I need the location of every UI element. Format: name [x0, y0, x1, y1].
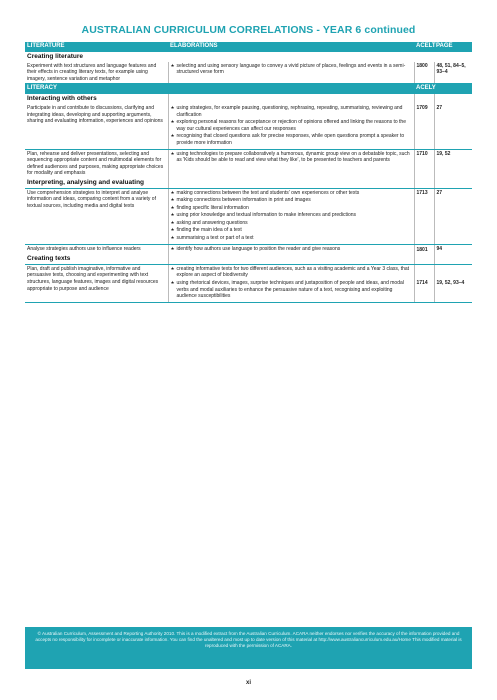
elaboration-item: ★ asking and answering questions: [171, 220, 412, 227]
header-literacy: LITERACY: [25, 84, 168, 95]
row-description: Experiment with text structures and language features and their effects in creating literary texts, for example using imagery, sentence variation and metaphor: [25, 62, 168, 84]
row-pages: 48, 51, 84–5, 93–4: [434, 62, 472, 84]
row-description: Plan, rehearse and deliver presentations, selecting and sequencing appropriate content and multimodal elements for defined audiences and purposes, making appropriate choices for modality and emphasis: [27, 150, 164, 177]
row-description: Use comprehension strategies to interpret and analyse information and ideas, comparing content from a variety of textual sources, including media and digital texts: [25, 188, 168, 244]
correlations-table: [25, 42, 472, 303]
row-pages: 19, 52, 93–4: [434, 264, 472, 302]
elaboration-item: ★ making connections between the text and students' own experiences or other texts: [171, 190, 412, 197]
elaboration-item: ★ recognising that closed questions ask for precise responses, while open questions prompt a speaker to provide more information: [171, 133, 412, 146]
subhead-row: [25, 178, 472, 188]
row-description: Plan, draft and publish imaginative, informative and persuasive texts, choosing and experimenting with text structures, language features, images and digital resources appropriate to purpose and audience: [25, 264, 168, 302]
row-code: 1801: [414, 244, 434, 254]
elaboration-item: ★ using strategies, for example pausing, questioning, rephrasing, repeating, summarising, reviewing and clarification: [171, 105, 412, 118]
row-elaborations: [168, 264, 414, 302]
row-code: 1714: [414, 264, 434, 302]
elaboration-item: ★ making connections between information in print and images: [171, 197, 412, 204]
row-code: 1800: [414, 62, 434, 84]
row-code: 1710: [414, 149, 434, 178]
elaboration-item: ★ exploring personal reasons for acceptance or rejection of opinions offered and linking the reasons to the way our cultural experiences can affect our responses: [171, 119, 412, 132]
copyright-footer: © Australian Curriculum, Assessment and Reporting Authority 2010. This is a modified extract from the Australian Curriculum. ACARA neither endorses nor verifies the accuracy of the information provided and accepts no responsibility for incomplete or inaccurate information. You can find the unaltered and most up to date version of this material at http://www.australiancurriculum.edu.au/Home This modified material is reproduced with the permission of ACARA.: [25, 627, 472, 669]
subhead-interpreting: Interpreting, analysing and evaluating: [25, 178, 168, 188]
elaboration-item: ★ finding the main idea of a text: [171, 227, 412, 234]
header-elaborations: ELABORATIONS: [168, 42, 414, 52]
row-description: Participate in and contribute to discussions, clarifying and integrating ideas, developing and supporting arguments, sharing and evaluating information, experiences and opinions: [25, 104, 168, 149]
elaboration-item: ★ using prior knowledge and textual information to make inferences and predictions: [171, 212, 412, 219]
subhead-creating-texts: Creating texts: [25, 254, 168, 264]
row-pages: 27: [434, 188, 472, 244]
row-elaborations: [168, 149, 414, 178]
elaboration-item: ★ using technologies to prepare collaboratively a humorous, dynamic group view on a debatable topic, such as 'Kids should be able to read and view what they like', to be presented to teachers and parents: [171, 151, 412, 164]
subhead-creating-literature: Creating literature: [25, 52, 472, 62]
row-pages: 27: [434, 104, 472, 149]
header-page: PAGE: [434, 42, 472, 52]
literature-header-row: [25, 42, 472, 52]
elaboration-item: ★ finding specific literal information: [171, 205, 412, 212]
table-row: [25, 188, 472, 244]
row-pages: 94: [434, 244, 472, 254]
page-number: xi: [245, 680, 251, 686]
elaboration-item: ★ creating informative texts for two different audiences, such as a visiting academic and a Year 3 class, that explore an aspect of biodiversity: [171, 266, 412, 279]
row-pages: 19, 52: [434, 149, 472, 178]
row-elaborations: [168, 62, 414, 84]
header-literature: LITERATURE: [25, 42, 168, 52]
table-row: [25, 264, 472, 302]
header-acely: ACELY: [414, 84, 434, 95]
elaboration-item: ★ identify how authors use language to position the reader and give reasons: [171, 246, 412, 253]
elaboration-item: ★ summarising a text or part of a text: [171, 235, 412, 242]
subhead-row: [25, 94, 472, 104]
literacy-header-row: [25, 84, 472, 95]
table-row: [25, 62, 472, 84]
row-code: 1709: [414, 104, 434, 149]
table-row: [25, 149, 472, 178]
elaboration-item: ★ selecting and using sensory language to convey a vivid picture of places, feelings and events in a semi-structured verse form: [171, 63, 412, 76]
row-elaborations: [168, 244, 414, 254]
row-code: 1713: [414, 188, 434, 244]
page-title: AUSTRALIAN CURRICULUM CORRELATIONS - YEAR 6 continued: [81, 24, 416, 36]
header-acelt: ACELT: [414, 42, 434, 52]
subhead-row: [25, 52, 472, 62]
table-row: [25, 244, 472, 254]
row-description: Analyse strategies authors use to influence readers: [27, 245, 141, 252]
row-elaborations: [168, 188, 414, 244]
subhead-interacting: Interacting with others: [25, 94, 168, 104]
elaboration-item: ★ using rhetorical devices, images, surprise techniques and juxtaposition of people and ideas, and modal verbs and modal auxiliaries to enhance the persuasive nature of a text, recognising and exploiting audience susceptibilities: [171, 280, 412, 300]
row-elaborations: [168, 104, 414, 149]
table-row: [25, 104, 472, 149]
subhead-row: [25, 254, 472, 264]
